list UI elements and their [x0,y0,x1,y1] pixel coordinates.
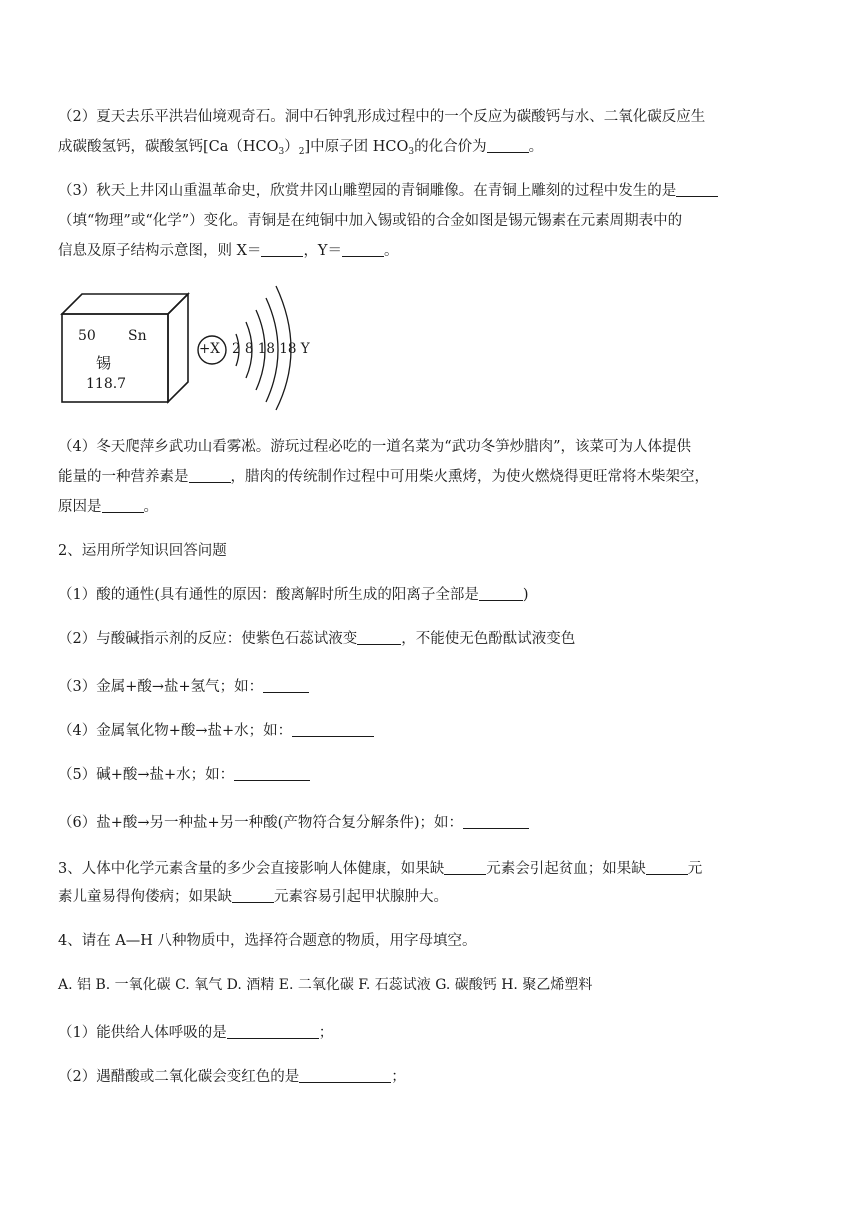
atomic-structure-diagram [194,282,314,412]
q2-item4: （4）金属氧化物+酸→盐+水；如： [58,720,374,742]
element-tile-tin [60,292,190,404]
answer-blank[interactable] [232,888,274,903]
answer-blank[interactable] [646,860,688,875]
q1-part2-line2: 成碳酸氢钙，碳酸氢钙$[Ca(HCO_3)_2]$中原子团 $HCO_3$的化合价为 。 [58,139,544,157]
q2-item3: （3）金属+酸→盐+氢气；如： [58,676,309,698]
q4-options: A. 铝 B. 一氧化碳 C. 氧气 D. 酒精 E. 二氧化碳 F. 石蕊试液 G. 碳酸钙 H. 聚乙烯塑料 [58,977,593,993]
q1-part3-line3: 信息及原子结构示意图，则 X＝ ，Y＝ 。 [58,243,399,259]
q2-title: 2、运用所学知识回答问题 [58,543,227,559]
q4-item2: （2）遇醋酸或二氧化碳会变红色的是 ； [58,1069,406,1085]
answer-blank[interactable] [234,766,310,781]
shell-electron-counts: 2 8 18 18 Y [232,341,310,357]
answer-blank[interactable] [299,1068,391,1083]
q1-part4-line1: （4）冬天爬萍乡武功山看雾凇。游玩过程必吃的一道名菜为“武功冬笋炒腊肉”，该菜可为人体提供 [58,439,692,455]
answer-blank[interactable] [342,242,384,257]
answer-blank[interactable] [263,678,309,693]
q2-item6: （6）盐+酸→另一种盐+另一种酸(产物符合复分解条件)；如： [58,812,529,834]
answer-blank[interactable] [292,722,374,737]
q2-item2: （2）与酸碱指示剂的反应：使紫色石蕊试液变 ，不能使无色酚酞试液变色 [58,631,576,647]
answer-blank[interactable] [189,468,231,483]
q3-line1: 3、人体中化学元素含量的多少会直接影响人体健康，如果缺 元素会引起贫血；如果缺 元 [58,861,703,877]
q1-part4-line2: 能量的一种营养素是 ，腊肉的传统制作过程中可用柴火熏烤，为使火燃烧得更旺常将木柴架空， [58,469,709,485]
answer-blank[interactable] [463,814,529,829]
q1-part4-line3: 原因是 。 [58,499,158,515]
q4-item1: （1）能供给人体呼吸的是 ； [58,1025,334,1041]
answer-blank[interactable] [479,586,523,601]
element-name: 锡 [96,354,112,372]
answer-blank[interactable] [676,182,718,197]
atomic-mass: 118.7 [86,376,127,392]
atomic-number: 50 [78,328,96,344]
q1-part3-line1: （3）秋天上井冈山重温革命史，欣赏井冈山雕塑园的青铜雕像。在青铜上雕刻的过程中发生的是 [58,180,718,202]
answer-blank[interactable] [102,498,144,513]
element-symbol: Sn [128,328,147,344]
q3-line2: 素儿童易得佝偻病；如果缺 元素容易引起甲状腺肿大。 [58,889,448,905]
answer-blank[interactable] [227,1024,319,1039]
q1-part2-line1: （2）夏天去乐平洪岩仙境观奇石。洞中石钟乳形成过程中的一个反应为碳酸钙与水、二氧化碳反应生 [58,109,706,125]
q4-title: 4、请在 A—H 八种物质中，选择符合题意的物质，用字母填空。 [58,933,477,949]
answer-blank[interactable] [357,630,401,645]
q2-item5: （5）碱+酸→盐+水；如： [58,764,310,786]
answer-blank[interactable] [261,242,303,257]
q1-part3-line2: （填“物理”或“化学”）变化。青铜是在纯铜中加入锡或铅的合金如图是锡元锡素在元素周期表中的 [58,213,683,229]
answer-blank[interactable] [444,860,486,875]
q2-item1: （1）酸的通性(具有通性的原因：酸离解时所生成的阳离子全部是 ) [58,587,529,603]
nucleus-label: +X [199,341,220,357]
answer-blank[interactable] [487,138,529,153]
